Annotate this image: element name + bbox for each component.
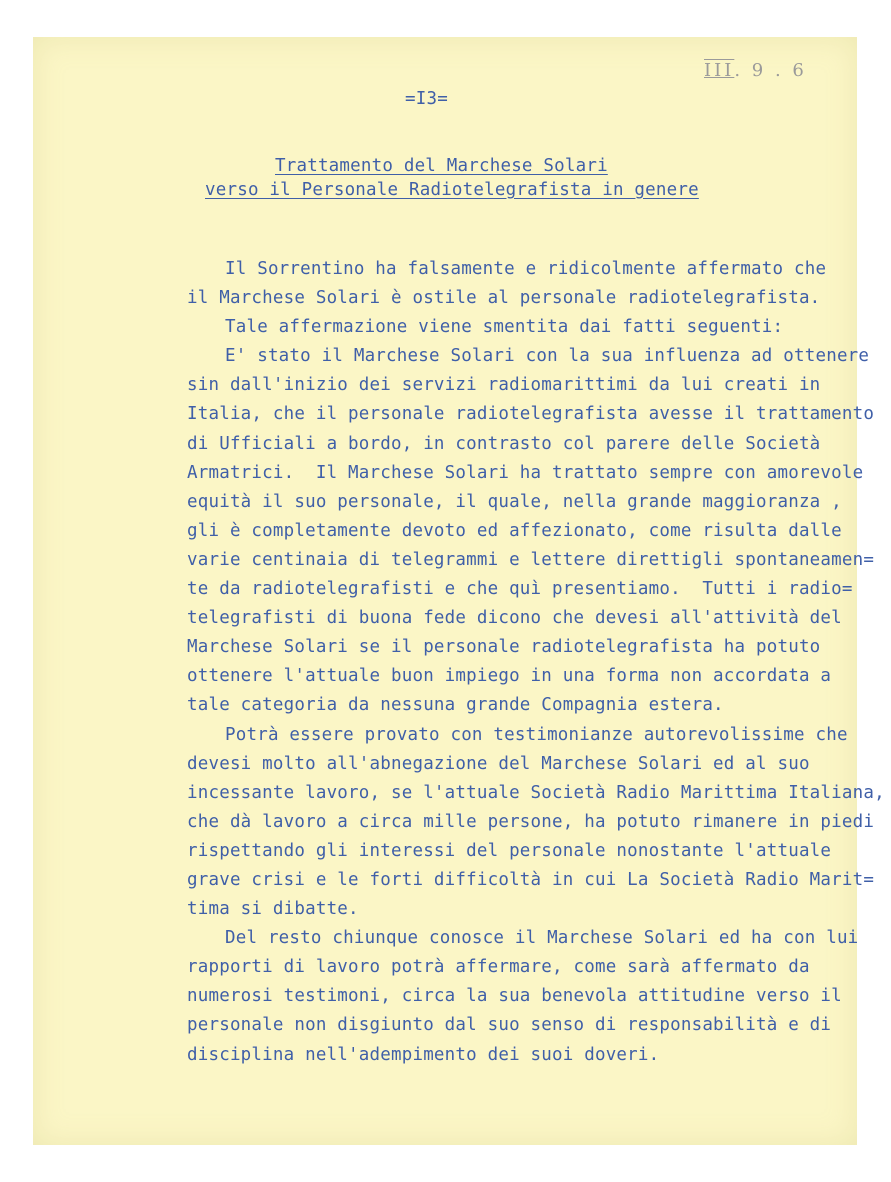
paragraph-line: tale categoria da nessuna grande Compagnia estera. (187, 695, 724, 716)
paragraph-line: grave crisi e le forti difficoltà in cui La Società Radio Marit= (187, 869, 875, 890)
paragraph-line: Armatrici. Il Marchese Solari ha trattato sempre con amorevole (187, 462, 864, 483)
paragraph-line: Marchese Solari se il personale radiotelegrafista ha potuto (187, 637, 821, 658)
paragraph-line: il Marchese Solari è ostile al personale radiotelegrafista. (187, 288, 821, 309)
paragraph-line: telegrafisti di buona fede dicono che devesi all'attività del (187, 608, 842, 629)
paragraph-line: rispettando gli interessi del personale nonostante l'attuale (187, 840, 832, 861)
title-line-1: Trattamento del Marchese Solari (275, 156, 608, 176)
paragraph-line: varie centinaia di telegrammi e lettere direttigli spontaneamen= (187, 549, 875, 570)
paragraph-line: rapporti di lavoro potrà affermare, come sarà affermato da (187, 957, 810, 978)
paragraph-line: di Ufficiali a bordo, in contrasto col parere delle Società (187, 433, 821, 454)
annotation-roman: III (704, 60, 735, 81)
title-line-2: verso il Personale Radiotelegrafista in genere (205, 180, 699, 200)
paragraph-line: Del resto chiunque conosce il Marchese Solari ed ha con lui (225, 928, 859, 949)
paragraph-line: tima si dibatte. (187, 899, 359, 920)
paragraph-line: gli è completamente devoto ed affezionato, come risulta dalle (187, 520, 842, 541)
paragraph-line: ottenere l'attuale buon impiego in una forma non accordata a (187, 666, 832, 687)
paragraph-line: equità il suo personale, il quale, nella grande maggioranza , (187, 491, 842, 512)
paragraph-line: sin dall'inizio dei servizi radiomarittimi da lui creati in (187, 375, 821, 396)
paragraph-line: numerosi testimoni, circa la sua benevola attitudine verso il (187, 986, 842, 1007)
paragraph-line: Italia, che il personale radiotelegrafista avesse il trattamento (187, 404, 875, 425)
paragraph-line: te da radiotelegrafisti e che quì presentiamo. Tutti i radio= (187, 579, 853, 600)
body-text (187, 255, 885, 1070)
paragraph-line: devesi molto all'abnegazione del Marchese Solari ed al suo (187, 753, 810, 774)
paragraph-line: personale non disgiunto dal suo senso di responsabilità e di (187, 1015, 832, 1036)
paragraph-line: Il Sorrentino ha falsamente e ridicolmente affermato che (225, 259, 827, 279)
paragraph-line: Tale affermazione viene smentita dai fatti seguenti: (225, 317, 784, 338)
paragraph-line: E' stato il Marchese Solari con la sua influenza ad ottenere (225, 346, 870, 367)
page-number: =I3= (405, 89, 448, 109)
paragraph-line: disciplina nell'adempimento dei suoi doveri. (187, 1044, 660, 1065)
handwritten-annotation (704, 60, 807, 81)
paragraph-line: che dà lavoro a circa mille persone, ha potuto rimanere in piedi (187, 811, 875, 832)
paragraph-line: Potrà essere provato con testimonianze autorevolissime che (225, 724, 848, 745)
paragraph-line: incessante lavoro, se l'attuale Società Radio Marittima Italiana, (187, 782, 885, 803)
annotation-rest: . 9 . 6 (734, 60, 807, 81)
